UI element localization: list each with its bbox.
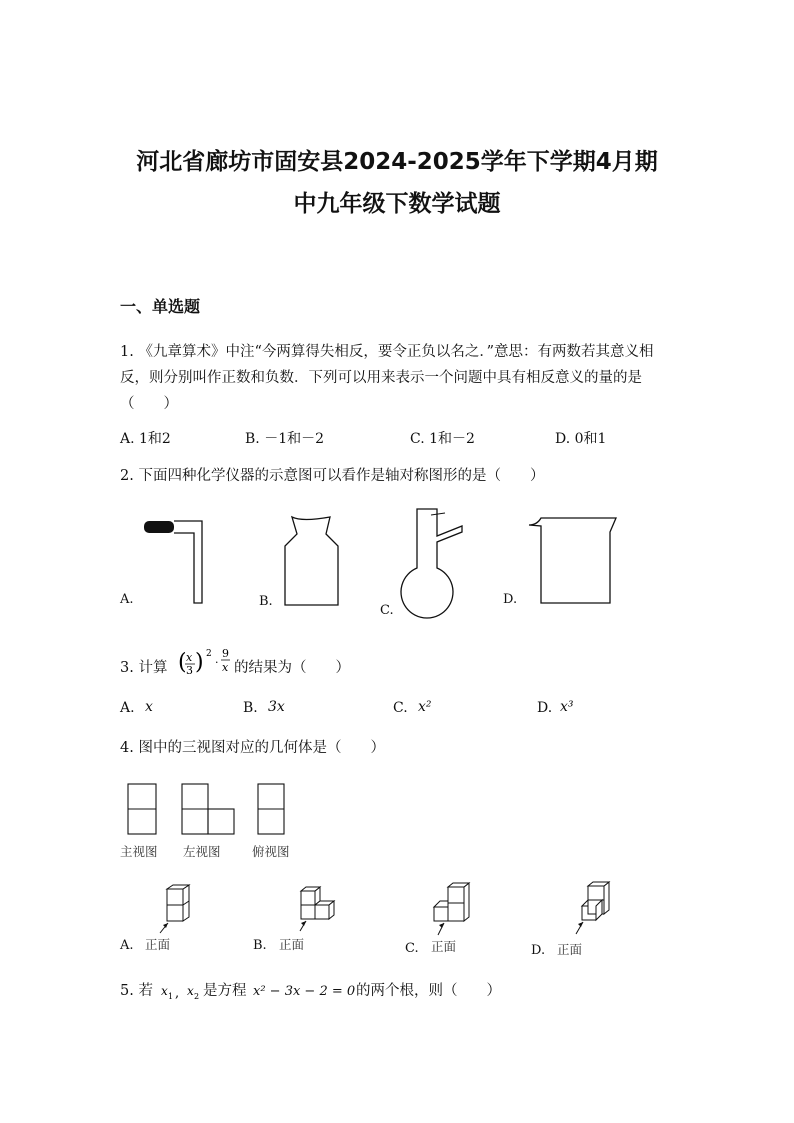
svg-text:): ) [195, 650, 204, 675]
lab-beaker-figure [527, 516, 619, 606]
svg-text:x: x [222, 661, 229, 674]
q4-solid-d [570, 882, 620, 942]
q3-option-c-value: x² [418, 699, 432, 715]
lab-flask-figure [400, 508, 470, 620]
q4-solid-a [155, 885, 195, 941]
svg-text:x: x [187, 984, 194, 998]
svg-text:x: x [186, 651, 193, 664]
question-5-suffix: 的两个根，则（ ） [356, 983, 501, 999]
question-4-text: 4. 图中的三视图对应的几何体是（ ） [120, 740, 385, 756]
q5-roots [160, 982, 204, 1004]
q2-label-a: A. [120, 592, 134, 607]
q1-option-c: C. 1和－2 [410, 431, 475, 447]
q3-option-b-label: B. [243, 700, 258, 716]
three-views-figure [127, 783, 297, 837]
svg-text:,: , [175, 986, 180, 1001]
lab-tube-figure [140, 515, 215, 610]
question-5-prefix: 5. 若 [120, 983, 153, 999]
q4-option-b: B. [253, 938, 267, 953]
q3-option-d-label: D. [537, 700, 553, 716]
q3-option-a-label: A. [120, 700, 135, 716]
q3-option-c-label: C. [393, 700, 408, 716]
lab-bottle-figure [282, 516, 342, 608]
q4-front-label-a: 正面 [145, 937, 171, 952]
q3-option-a-value: x [145, 699, 153, 715]
q4-front-label-d: 正面 [557, 942, 583, 957]
section-heading: 一、单选题 [120, 297, 201, 316]
svg-text:2: 2 [194, 992, 200, 1001]
front-view-label: 主视图 [120, 844, 158, 859]
q4-solid-b [298, 885, 348, 941]
q4-front-label-c: 正面 [431, 939, 457, 954]
q4-option-a: A. [120, 938, 134, 953]
top-view-label: 俯视图 [252, 844, 290, 859]
svg-text:(: ( [178, 650, 187, 675]
question-3-prefix: 3. 计算 [120, 660, 168, 676]
q1-option-b: B. －1和－2 [245, 431, 325, 447]
doc-title-line1: 河北省廊坊市固安县2024-2025学年下学期4月期 [136, 149, 658, 175]
question-3-suffix: 的结果为（ ） [234, 660, 350, 676]
svg-text:x: x [161, 984, 168, 998]
question-5-mid: 是方程 [203, 983, 247, 999]
q2-label-d: D. [503, 592, 518, 607]
left-view-label: 左视图 [183, 844, 221, 859]
q3-expression [176, 646, 236, 682]
svg-text:3: 3 [186, 664, 193, 677]
svg-text:2: 2 [206, 649, 212, 659]
svg-text:9: 9 [222, 647, 229, 660]
q4-option-c: C. [405, 941, 419, 956]
svg-text:1: 1 [168, 992, 174, 1001]
question-2-text: 2. 下面四种化学仪器的示意图可以看作是轴对称图形的是（ ） [120, 468, 545, 484]
q4-front-label-b: 正面 [279, 937, 305, 952]
q1-option-d: D. 0和1 [555, 431, 607, 447]
q4-solid-c [430, 883, 480, 943]
q1-option-a: A. 1和2 [120, 431, 171, 447]
question-1-text: 1. 《九章算术》中注“今两算得失相反，要令正负以名之．”意思：有两数若其意义相反，则分别叫作正数和负数．下列可以用来表示一个问题中具有相反意义的量的是（ ） [120, 344, 654, 412]
q5-equation: x² − 3x − 2 = 0 [253, 984, 356, 999]
q3-option-b-value: 3x [268, 699, 285, 715]
q2-label-c: C. [380, 603, 394, 618]
svg-text:·: · [215, 656, 219, 669]
doc-title-line2: 中九年级下数学试题 [293, 191, 501, 217]
q3-option-d-value: x³ [560, 699, 574, 715]
q2-label-b: B. [259, 594, 273, 609]
q4-option-d: D. [531, 943, 546, 958]
